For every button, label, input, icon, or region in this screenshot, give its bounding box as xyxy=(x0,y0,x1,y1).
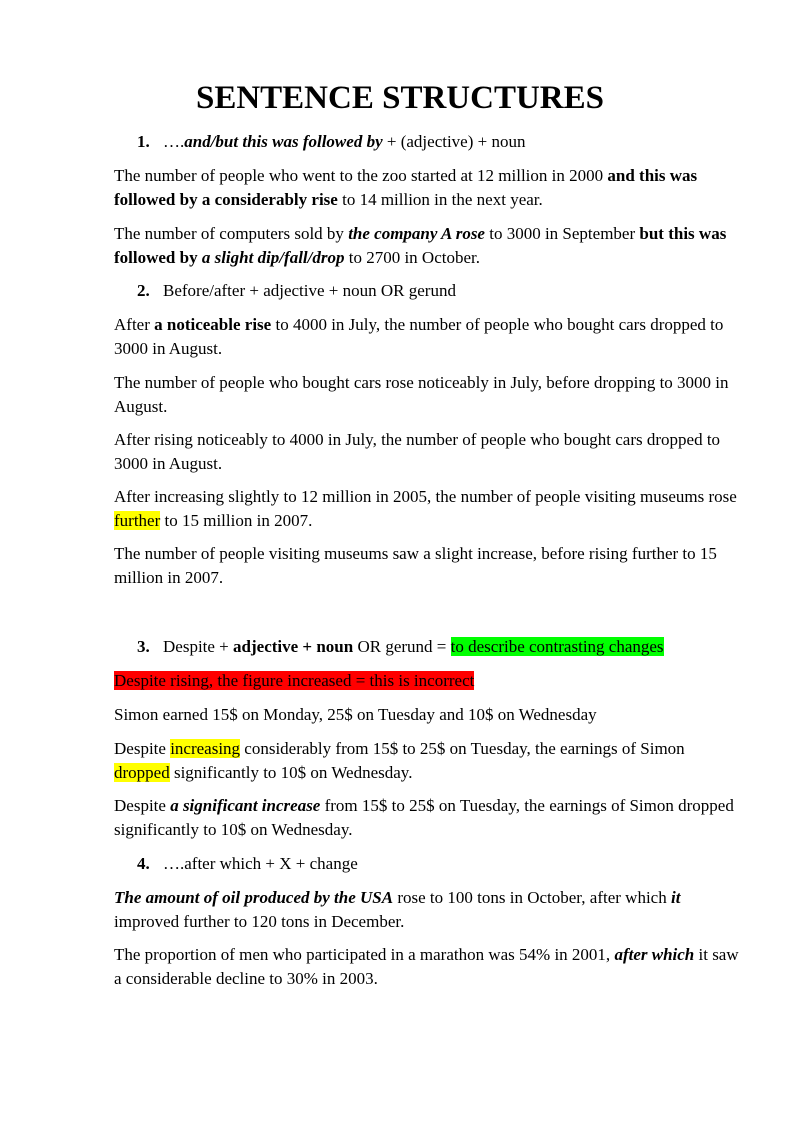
text: to 4000 in July, the number of people who bought cars dropped to 3000 in August. xyxy=(114,315,724,358)
paragraph xyxy=(114,485,744,532)
paragraph xyxy=(114,886,744,933)
incorrect-example xyxy=(114,669,744,693)
section-number: 3. xyxy=(137,637,150,656)
highlighted-text: further xyxy=(114,510,161,530)
bold-italic-text: the company A rose xyxy=(348,224,485,243)
text: to 2700 in October. xyxy=(344,247,480,267)
heading-text: …. xyxy=(163,132,185,151)
highlighted-text: to describe contrasting changes xyxy=(450,637,664,656)
paragraph xyxy=(114,737,744,784)
bold-text: and this was followed by a considerably rise xyxy=(114,166,698,209)
heading-text: + (adjective) + noun xyxy=(382,132,526,151)
paragraph xyxy=(114,943,744,990)
heading-emphasis: and/but this was followed by xyxy=(184,132,383,151)
bold-italic-text: a significant increase xyxy=(170,796,321,815)
text: to 14 million in the next year. xyxy=(337,189,543,209)
section-1-heading xyxy=(137,130,777,154)
paragraph xyxy=(114,313,744,360)
paragraph: The number of people who bought cars rose noticeably in July, before dropping to 3000 in August. xyxy=(114,373,729,416)
text: After increasing slightly to 12 million in 2005, the number of people visiting museums rose xyxy=(114,487,737,506)
bold-italic-text: it xyxy=(670,888,681,907)
bold-italic-text: after which xyxy=(614,945,695,964)
text: to 3000 in September xyxy=(484,224,640,243)
section-3-heading xyxy=(137,635,777,659)
section-number: 4. xyxy=(137,854,150,873)
text: After xyxy=(114,315,155,334)
text: significantly to 10$ on Wednesday. xyxy=(169,762,413,782)
section-2-heading xyxy=(137,279,777,303)
paragraph: Simon earned 15$ on Monday, 25$ on Tuesday and 10$ on Wednesday xyxy=(114,705,597,724)
paragraph: After rising noticeably to 4000 in July, the number of people who bought cars dropped to 3000 in August. xyxy=(114,430,721,473)
paragraph xyxy=(114,794,744,841)
text: to 15 million in 2007. xyxy=(160,510,313,530)
bold-italic-text: The amount of oil produced by the USA xyxy=(114,888,394,907)
bold-italic-text: a slight dip/fall/drop xyxy=(201,247,345,267)
section-number: 2. xyxy=(137,281,150,300)
bold-text: adjective + noun xyxy=(233,637,354,656)
bold-text: but this was followed by xyxy=(114,224,727,267)
text: The number of people who went to the zoo started at 12 million in 2000 xyxy=(114,166,608,185)
highlighted-text: dropped xyxy=(114,762,170,782)
highlighted-text: increasing xyxy=(170,739,241,758)
highlighted-text: Despite rising, the figure increased = this is incorrect xyxy=(114,671,475,690)
page-title: SENTENCE STRUCTURES xyxy=(195,80,605,116)
heading-text: Before/after + adjective + noun OR gerund xyxy=(163,281,456,300)
text: Despite xyxy=(114,739,171,758)
paragraph xyxy=(114,222,744,269)
text: considerably from 15$ to 25$ on Tuesday, the earnings of Simon xyxy=(240,739,685,758)
heading-text: OR gerund = xyxy=(353,637,451,656)
section-4-heading xyxy=(137,852,777,876)
text: rose to 100 tons in October, after which xyxy=(393,888,671,907)
text: improved further to 120 tons in December. xyxy=(114,911,405,931)
paragraph xyxy=(114,164,744,211)
text: from 15$ to 25$ on Tuesday, the earnings of Simon dropped significantly to 10$ on Wednesday. xyxy=(114,796,734,839)
paragraph: The number of people visiting museums saw a slight increase, before rising further to 15 million in 2007. xyxy=(114,544,717,587)
text: Despite xyxy=(114,796,171,815)
bold-text: a noticeable rise xyxy=(154,315,272,334)
text: it saw a considerable decline to 30% in 2003. xyxy=(114,945,739,988)
section-number: 1. xyxy=(137,132,150,151)
text: The proportion of men who participated in a marathon was 54% in 2001, xyxy=(114,945,615,964)
heading-text: ….after which + X + change xyxy=(163,854,358,873)
heading-text: Despite + xyxy=(163,637,234,656)
text: The number of computers sold by xyxy=(114,224,349,243)
